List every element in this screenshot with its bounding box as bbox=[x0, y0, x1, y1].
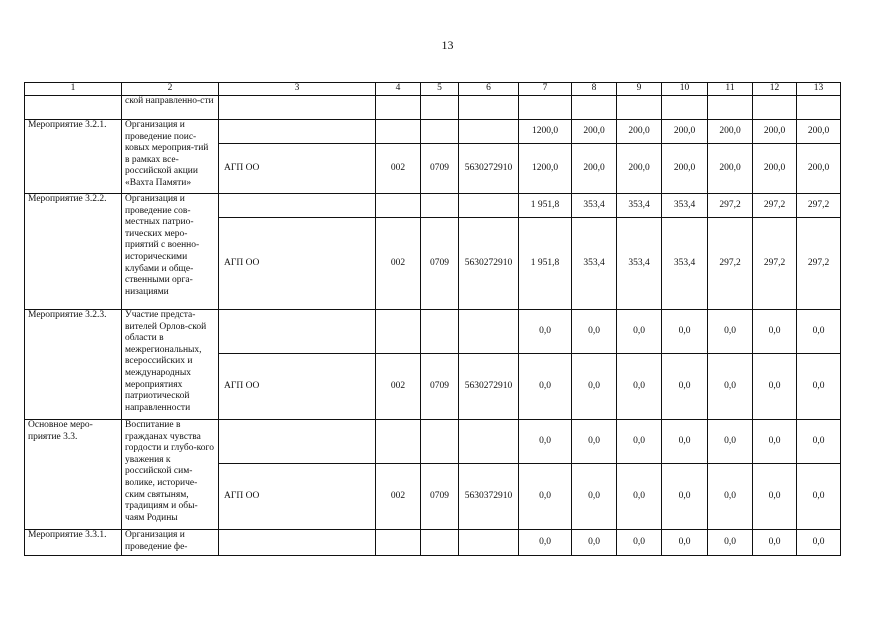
amount-cell: 297,2 bbox=[753, 218, 797, 310]
amount-cell: 1 951,8 bbox=[519, 194, 572, 218]
column-number-6: 6 bbox=[459, 83, 519, 96]
executor-cell bbox=[219, 310, 376, 354]
csr-cell: 5630272910 bbox=[459, 144, 519, 194]
amount-cell: 297,2 bbox=[753, 194, 797, 218]
csr-cell bbox=[459, 530, 519, 556]
amount-cell: 0,0 bbox=[753, 310, 797, 354]
amount-cell: 200,0 bbox=[753, 120, 797, 144]
continuation-empty bbox=[519, 96, 572, 120]
executor-cell: АГП ОО bbox=[219, 218, 376, 310]
grbs-cell bbox=[376, 310, 421, 354]
rzpr-cell bbox=[421, 420, 459, 464]
executor-cell: АГП ОО bbox=[219, 354, 376, 420]
column-number-13: 13 bbox=[797, 83, 841, 96]
rzpr-cell bbox=[421, 310, 459, 354]
amount-cell: 297,2 bbox=[708, 218, 753, 310]
event-description: Воспитание в гражданах чувства гордости и глубо-кого уважения к российской сим-волике, историче-ским святыням, традициям и обы-чаям Родины bbox=[122, 420, 219, 530]
amount-cell: 200,0 bbox=[572, 144, 617, 194]
column-number-5: 5 bbox=[421, 83, 459, 96]
column-number-12: 12 bbox=[753, 83, 797, 96]
budget-table bbox=[24, 82, 841, 556]
amount-cell: 297,2 bbox=[797, 218, 841, 310]
event-description: Организация и проведение поис-ковых мероприя-тий в рамках все-российской акции «Вахта Памяти» bbox=[122, 120, 219, 194]
amount-cell: 0,0 bbox=[617, 354, 662, 420]
rzpr-cell: 0709 bbox=[421, 354, 459, 420]
amount-cell: 0,0 bbox=[572, 420, 617, 464]
executor-cell bbox=[219, 120, 376, 144]
event-description: Организация и проведение фе- bbox=[122, 530, 219, 556]
continuation-empty bbox=[572, 96, 617, 120]
column-number-2: 2 bbox=[122, 83, 219, 96]
continuation-empty bbox=[617, 96, 662, 120]
csr-cell: 5630272910 bbox=[459, 218, 519, 310]
amount-cell: 0,0 bbox=[519, 530, 572, 556]
csr-cell bbox=[459, 194, 519, 218]
amount-cell: 0,0 bbox=[662, 354, 708, 420]
amount-cell: 353,4 bbox=[662, 194, 708, 218]
continuation-empty bbox=[708, 96, 753, 120]
table-row bbox=[25, 310, 841, 354]
amount-cell: 200,0 bbox=[617, 120, 662, 144]
column-number-9: 9 bbox=[617, 83, 662, 96]
amount-cell: 0,0 bbox=[708, 310, 753, 354]
page-number: 13 bbox=[441, 38, 454, 52]
continuation-empty bbox=[421, 96, 459, 120]
executor-cell bbox=[219, 194, 376, 218]
amount-cell: 200,0 bbox=[662, 144, 708, 194]
grbs-cell: 002 bbox=[376, 464, 421, 530]
amount-cell: 0,0 bbox=[662, 310, 708, 354]
amount-cell: 0,0 bbox=[708, 530, 753, 556]
amount-cell: 0,0 bbox=[617, 310, 662, 354]
continuation-col1 bbox=[25, 96, 122, 120]
column-number-4: 4 bbox=[376, 83, 421, 96]
amount-cell: 353,4 bbox=[572, 194, 617, 218]
amount-cell: 0,0 bbox=[708, 464, 753, 530]
grbs-cell bbox=[376, 420, 421, 464]
amount-cell: 200,0 bbox=[617, 144, 662, 194]
column-number-1: 1 bbox=[25, 83, 122, 96]
amount-cell: 297,2 bbox=[797, 194, 841, 218]
amount-cell: 1 951,8 bbox=[519, 218, 572, 310]
amount-cell: 0,0 bbox=[797, 464, 841, 530]
amount-cell: 0,0 bbox=[797, 530, 841, 556]
amount-cell: 200,0 bbox=[708, 120, 753, 144]
amount-cell: 200,0 bbox=[708, 144, 753, 194]
csr-cell bbox=[459, 120, 519, 144]
table-body bbox=[25, 83, 841, 556]
grbs-cell bbox=[376, 120, 421, 144]
amount-cell: 0,0 bbox=[572, 464, 617, 530]
csr-cell bbox=[459, 310, 519, 354]
amount-cell: 200,0 bbox=[797, 144, 841, 194]
amount-cell: 0,0 bbox=[662, 530, 708, 556]
amount-cell: 0,0 bbox=[753, 354, 797, 420]
event-description: Участие предста-вителей Орлов-ской области в межрегиональных, всероссийских и международных мероприятиях патриотической направленности bbox=[122, 310, 219, 420]
amount-cell: 0,0 bbox=[753, 464, 797, 530]
continuation-empty bbox=[753, 96, 797, 120]
event-label: Основное меро-приятие 3.3. bbox=[25, 420, 122, 530]
rzpr-cell: 0709 bbox=[421, 144, 459, 194]
amount-cell: 200,0 bbox=[662, 120, 708, 144]
event-label: Мероприятие 3.2.3. bbox=[25, 310, 122, 420]
amount-cell: 297,2 bbox=[708, 194, 753, 218]
column-number-10: 10 bbox=[662, 83, 708, 96]
amount-cell: 353,4 bbox=[572, 218, 617, 310]
amount-cell: 0,0 bbox=[519, 354, 572, 420]
grbs-cell bbox=[376, 194, 421, 218]
table-row bbox=[25, 120, 841, 144]
grbs-cell bbox=[376, 530, 421, 556]
amount-cell: 0,0 bbox=[519, 310, 572, 354]
grbs-cell: 002 bbox=[376, 354, 421, 420]
continuation-empty bbox=[376, 96, 421, 120]
continuation-empty bbox=[662, 96, 708, 120]
continuation-row bbox=[25, 96, 841, 120]
amount-cell: 0,0 bbox=[753, 420, 797, 464]
executor-cell bbox=[219, 530, 376, 556]
amount-cell: 353,4 bbox=[617, 194, 662, 218]
amount-cell: 353,4 bbox=[662, 218, 708, 310]
grbs-cell: 002 bbox=[376, 218, 421, 310]
amount-cell: 200,0 bbox=[572, 120, 617, 144]
amount-cell: 0,0 bbox=[708, 420, 753, 464]
amount-cell: 0,0 bbox=[662, 464, 708, 530]
column-number-8: 8 bbox=[572, 83, 617, 96]
amount-cell: 0,0 bbox=[617, 420, 662, 464]
event-label: Мероприятие 3.3.1. bbox=[25, 530, 122, 556]
amount-cell: 0,0 bbox=[753, 530, 797, 556]
continuation-description: ской направленно-сти bbox=[122, 96, 219, 120]
continuation-empty bbox=[219, 96, 376, 120]
table-row bbox=[25, 530, 841, 556]
amount-cell: 0,0 bbox=[797, 420, 841, 464]
rzpr-cell bbox=[421, 194, 459, 218]
amount-cell: 353,4 bbox=[617, 218, 662, 310]
executor-cell: АГП ОО bbox=[219, 144, 376, 194]
rzpr-cell: 0709 bbox=[421, 218, 459, 310]
amount-cell: 0,0 bbox=[519, 420, 572, 464]
rzpr-cell bbox=[421, 120, 459, 144]
header-row bbox=[25, 83, 841, 96]
event-label: Мероприятие 3.2.1. bbox=[25, 120, 122, 194]
table-row bbox=[25, 194, 841, 218]
amount-cell: 0,0 bbox=[617, 530, 662, 556]
amount-cell: 0,0 bbox=[519, 464, 572, 530]
csr-cell: 5630372910 bbox=[459, 464, 519, 530]
amount-cell: 200,0 bbox=[797, 120, 841, 144]
amount-cell: 0,0 bbox=[797, 354, 841, 420]
event-description: Организация и проведение сов-местных патрио-тических меро-приятий с военно-историческими клубами и обще-ственными орга-низациями bbox=[122, 194, 219, 310]
amount-cell: 0,0 bbox=[572, 530, 617, 556]
amount-cell: 0,0 bbox=[572, 310, 617, 354]
amount-cell: 1200,0 bbox=[519, 120, 572, 144]
amount-cell: 200,0 bbox=[753, 144, 797, 194]
column-number-11: 11 bbox=[708, 83, 753, 96]
rzpr-cell bbox=[421, 530, 459, 556]
table-row bbox=[25, 420, 841, 464]
continuation-empty bbox=[459, 96, 519, 120]
rzpr-cell: 0709 bbox=[421, 464, 459, 530]
csr-cell: 5630272910 bbox=[459, 354, 519, 420]
amount-cell: 0,0 bbox=[662, 420, 708, 464]
amount-cell: 1200,0 bbox=[519, 144, 572, 194]
executor-cell: АГП ОО bbox=[219, 464, 376, 530]
grbs-cell: 002 bbox=[376, 144, 421, 194]
column-number-7: 7 bbox=[519, 83, 572, 96]
csr-cell bbox=[459, 420, 519, 464]
event-label: Мероприятие 3.2.2. bbox=[25, 194, 122, 310]
amount-cell: 0,0 bbox=[572, 354, 617, 420]
continuation-empty bbox=[797, 96, 841, 120]
amount-cell: 0,0 bbox=[617, 464, 662, 530]
column-number-3: 3 bbox=[219, 83, 376, 96]
executor-cell bbox=[219, 420, 376, 464]
amount-cell: 0,0 bbox=[797, 310, 841, 354]
amount-cell: 0,0 bbox=[708, 354, 753, 420]
